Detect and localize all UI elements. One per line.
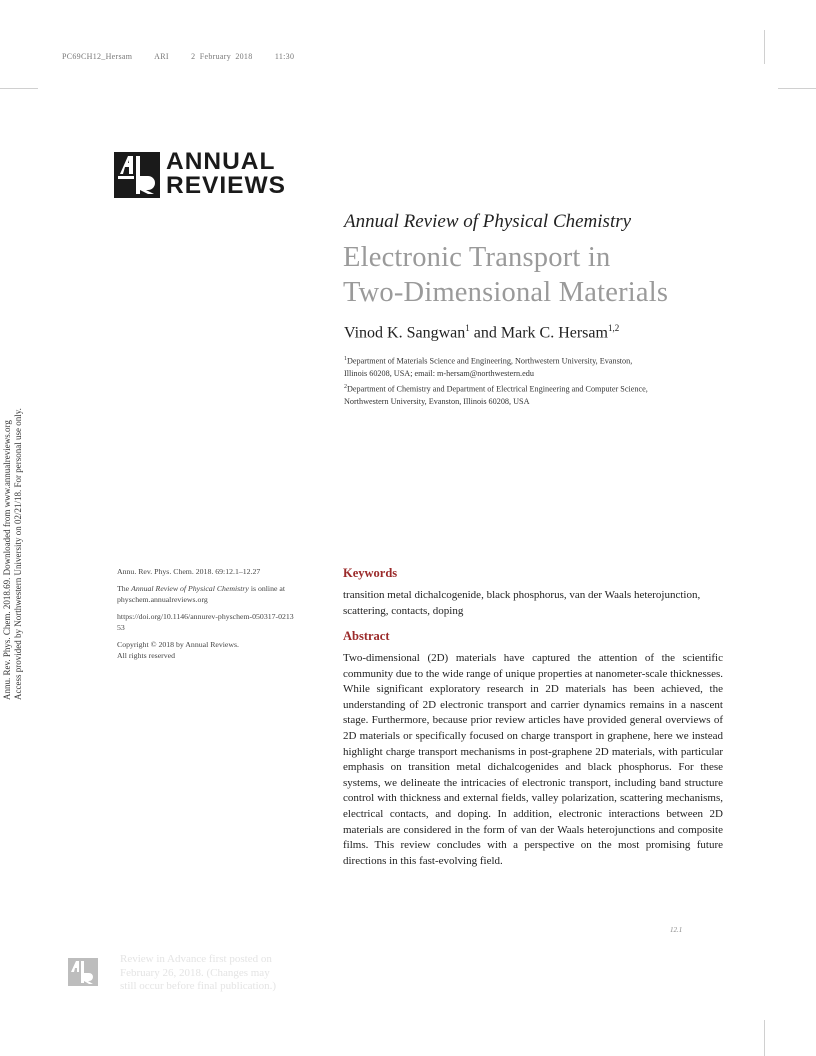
download-notice-line1: Annu. Rev. Phys. Chem. 2018.69. Downloaded from www.annualreviews.org (2, 420, 12, 700)
crop-mark (764, 30, 765, 64)
rights-line: All rights reserved (117, 651, 176, 660)
affiliation-text: Northwestern University, Evanston, Illinois 60208, USA (344, 396, 530, 406)
header-time: 11:30 (274, 52, 295, 61)
crop-mark (764, 1020, 765, 1056)
header-slug (62, 52, 312, 61)
header-series: ARI (154, 52, 169, 61)
online-suffix: is online at (248, 584, 286, 593)
journal-url-link[interactable]: physchem.annualreviews.org (117, 595, 208, 604)
copyright (117, 639, 322, 661)
download-notice (2, 355, 26, 700)
logo-line1: ANNUAL (166, 148, 276, 175)
header-code: PC69CH12_Hersam (62, 52, 133, 61)
affiliation-text: Illinois 60208, USA; email: m-hersam@northwestern.edu (344, 368, 534, 378)
author-connector: and (469, 324, 501, 342)
online-availability (117, 583, 322, 605)
header-date: 2 February 2018 (191, 52, 253, 61)
author-affiliation-sup: 1 (465, 323, 470, 333)
doi-link[interactable]: https://doi.org/10.1146/annurev-physchem-050317-021353 (117, 612, 294, 632)
affiliation-text: Department of Materials Science and Engineering, Northwestern University, Evanston, (347, 356, 633, 366)
author-affiliation-sup: 1,2 (607, 323, 620, 333)
keywords-heading: Keywords (343, 566, 398, 580)
review-in-advance-notice (120, 953, 320, 994)
abstract-heading: Abstract (343, 629, 390, 643)
article-metadata (117, 566, 322, 661)
abstract-section (343, 629, 390, 644)
ar-small-logo-icon (68, 958, 98, 986)
author-list (344, 323, 619, 342)
download-notice-line2: Access provided by Northwestern University on 02/21/18. For personal use only. (13, 408, 23, 700)
logo-line2: REVIEWS (166, 172, 286, 199)
author-name: Mark C. Hersam (500, 324, 608, 342)
logo-wordmark (166, 150, 286, 198)
crop-mark (778, 88, 816, 89)
title-line1: Electronic Transport in (343, 242, 611, 273)
review-notice-line: still occur before final publication.) (120, 980, 277, 992)
online-prefix: The (117, 584, 132, 593)
journal-name: Annual Review of Physical Chemistry (344, 211, 632, 232)
affiliation-sup: 2 (344, 384, 347, 390)
annual-reviews-logo (114, 150, 294, 200)
abstract-text: Two-dimensional (2D) materials have captured the attention of the scientific community due to the wide range of unique properties at nanometer-scale thicknesses. While significant exploratory research in 2D materials has been achieved, the understanding of 2D electronic transport and carrier dynamics remains in a nascent stage. Furthermore, because prior review articles have provided general overviews of 2D materials or specifically focused on charge transport in graphene, here we instead highlight charge transport mechanisms in post-graphene 2D materials, with particular emphasis on transition metal dichalcogenides and black phosphorus. For these systems, we delineate the intricacies of electronic transport, including band structure control with thickness and external fields, valley polarization, scattering mechanisms, electrical contacts, and doping. In addition, electronic interactions between 2D materials are considered in the form of van der Waals heterojunctions and composite films. This review concludes with a perspective on the most promising future directions in this fast-evolving field. (343, 652, 723, 867)
crop-mark (0, 88, 38, 89)
affiliation-2 (344, 381, 724, 408)
citation: Annu. Rev. Phys. Chem. 2018. 69:12.1–12.27 (117, 567, 261, 576)
affiliation-1 (344, 353, 724, 380)
keywords-section (343, 566, 397, 581)
article-title (343, 240, 668, 310)
author-name: Vinod K. Sangwan (344, 324, 466, 342)
keywords-text: transition metal dichalcogenide, black phosphorus, van der Waals heterojunction, scattering, contacts, doping (343, 589, 701, 617)
review-notice-line: February 26, 2018. (Changes may (120, 966, 270, 979)
review-notice-line: Review in Advance first posted on (120, 953, 272, 965)
copyright-line: Copyright © 2018 by Annual Reviews. (117, 640, 240, 649)
online-journal: Annual Review of Physical Chemistry (131, 584, 249, 593)
page-number: 12.1 (670, 926, 683, 934)
title-line2: Two-Dimensional Materials (343, 277, 669, 308)
affiliation-text: Department of Chemistry and Department of Electrical Engineering and Computer Science, (347, 384, 648, 394)
ar-logo-mark-icon (114, 152, 160, 198)
affiliation-sup: 1 (344, 356, 347, 362)
